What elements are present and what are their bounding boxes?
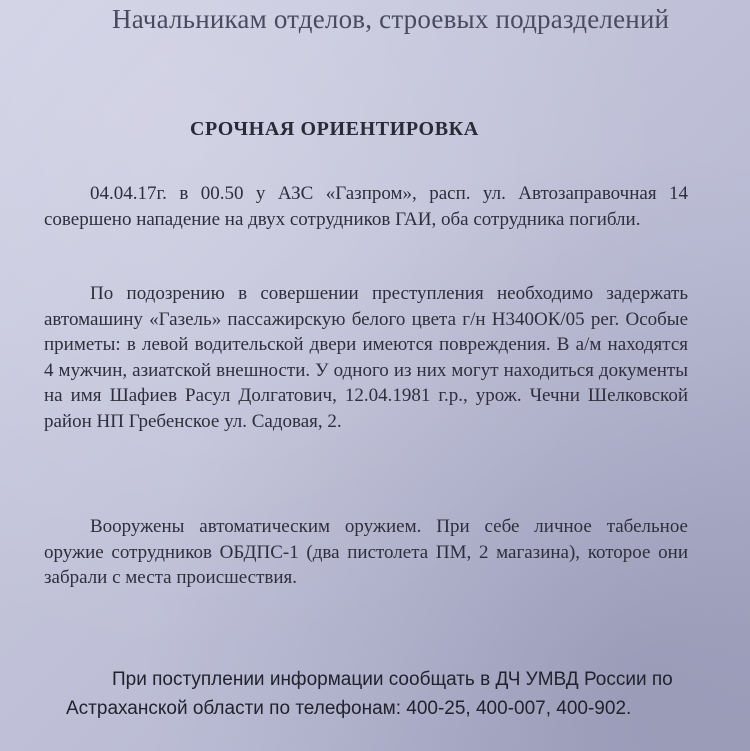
paragraph-weapons: Вооружены автоматическим оружием. При себе личное табельное оружие сотрудников ОБДПС-1 (два пистолета ПМ, 2 магазина), которое они забрали с места происшествия.: [44, 516, 688, 588]
contact-notice: При поступлении информации сообщать в ДЧ УМВД России по Астраханской области по телефонам: 400-25, 400-007, 400-902.: [66, 669, 673, 719]
paragraph-incident: 04.04.17г. в 00.50 у АЗС «Газпром», расп. ул. Автозаправочная 14 совершено нападение на двух сотрудников ГАИ, оба сотрудника погибли.: [44, 183, 688, 230]
recipients-header: Начальникам отделов, строевых подразделений: [112, 4, 670, 34]
document-title: СРОЧНАЯ ОРИЕНТИРОВКА: [190, 118, 479, 140]
paragraph-suspects: По подозрению в совершении преступления необходимо задержать автомашину «Газель» пассажирскую белого цвета г/н Н340ОК/05 рег. Особые приметы: в левой водительской двери имеются повреждения. В а/м находятся 4 мужчин, азиатской внешности. У одного из них могут находиться документы на имя Шафиев Расул Долгатович, 12.04.1981 г.р., урож. Чечни Шелковской район НП Гребенское ул. Садовая, 2.: [44, 283, 688, 432]
